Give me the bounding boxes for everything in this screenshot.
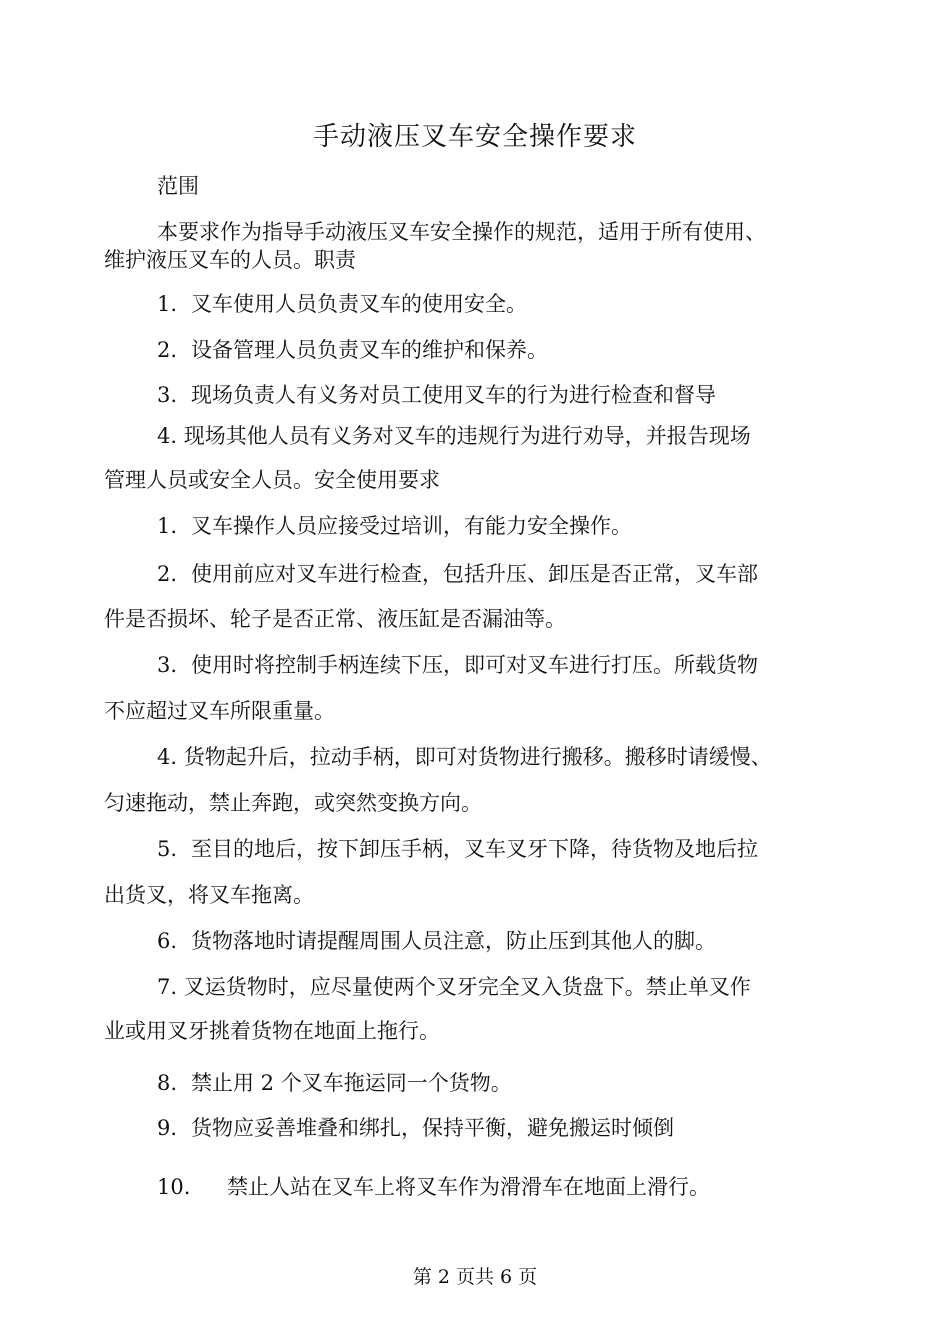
- requirement-number: 2.: [157, 562, 178, 586]
- requirement-6: [157, 927, 897, 955]
- duty-text: 现场负责人有义务对员工使用叉车的行为进行检查和督导: [191, 383, 716, 407]
- requirement-number: 8.: [157, 1071, 178, 1095]
- requirement-number: 6.: [157, 929, 178, 953]
- scope-text-line-2: 维护液压叉车的人员。职责: [104, 248, 356, 272]
- requirement-number: 5.: [157, 837, 178, 861]
- requirement-1: [157, 512, 897, 540]
- requirement-3-line-2: 不应超过叉车所限重量。: [104, 699, 335, 723]
- requirement-7-line-2: 业或用叉牙挑着货物在地面上拖行。: [104, 1019, 440, 1043]
- scope-heading: 范围: [157, 174, 199, 198]
- requirement-text: 使用时将控制手柄连续下压，即可对叉车进行打压。所载货物: [191, 653, 758, 677]
- duty-number: 2.: [157, 338, 178, 362]
- requirement-text: 叉车操作人员应接受过培训，有能力安全操作。: [191, 514, 632, 538]
- requirement-number: 10.: [157, 1175, 191, 1199]
- requirement-text: 货物落地时请提醒周围人员注意，防止压到其他人的脚。: [191, 929, 716, 953]
- scope-text-line-1: 本要求作为指导手动液压叉车安全操作的规范，适用于所有使用、: [157, 220, 766, 244]
- duty-number: 3.: [157, 383, 178, 407]
- duty-item-2: [157, 336, 897, 364]
- duty-item-4-line-1: 4. 现场其他人员有义务对叉车的违规行为进行劝导，并报告现场: [157, 424, 751, 448]
- requirement-5-line-2: 出货叉，将叉车拖离。: [104, 883, 314, 907]
- requirement-number: 9.: [157, 1116, 178, 1140]
- requirement-9: [157, 1114, 897, 1142]
- requirement-8: [157, 1069, 897, 1097]
- duty-text: 叉车使用人员负责叉车的使用安全。: [191, 292, 527, 316]
- requirement-text: 禁止用 2 个叉车拖运同一个货物。: [191, 1071, 512, 1095]
- requirement-number: 3.: [157, 653, 178, 677]
- requirement-4-line-1: 4. 货物起升后，拉动手柄，即可对货物进行搬移。搬移时请缓慢、: [157, 745, 772, 769]
- requirement-10: [157, 1173, 897, 1201]
- requirement-4-line-2: 匀速拖动，禁止奔跑，或突然变换方向。: [104, 791, 482, 815]
- duty-number: 1.: [157, 292, 178, 316]
- requirement-text: 货物应妥善堆叠和绑扎，保持平衡，避免搬运时倾倒: [191, 1116, 674, 1140]
- page-footer: 第 2 页共 6 页: [412, 1266, 538, 1288]
- requirement-text: 至目的地后，按下卸压手柄，叉车叉牙下降，待货物及地后拉: [191, 837, 758, 861]
- requirement-2-line-1: [157, 560, 897, 588]
- duty-item-1: [157, 290, 897, 318]
- document-title: 手动液压叉车安全操作要求: [312, 122, 637, 152]
- duty-text: 设备管理人员负责叉车的维护和保养。: [191, 338, 548, 362]
- requirement-5-line-1: [157, 835, 897, 863]
- requirement-number: 1.: [157, 514, 178, 538]
- requirement-7-line-1: 7. 叉运货物时，应尽量使两个叉牙完全叉入货盘下。禁止单叉作: [157, 975, 751, 999]
- requirement-text: 使用前应对叉车进行检查，包括升压、卸压是否正常，叉车部: [191, 562, 758, 586]
- requirement-2-line-2: 件是否损坏、轮子是否正常、液压缸是否漏油等。: [104, 607, 566, 631]
- requirement-3-line-1: [157, 651, 897, 679]
- requirement-text: 禁止人站在叉车上将叉车作为滑滑车在地面上滑行。: [227, 1175, 710, 1199]
- duty-item-3: [157, 381, 897, 409]
- duty-item-4-line-2: 管理人员或安全人员。安全使用要求: [104, 468, 440, 492]
